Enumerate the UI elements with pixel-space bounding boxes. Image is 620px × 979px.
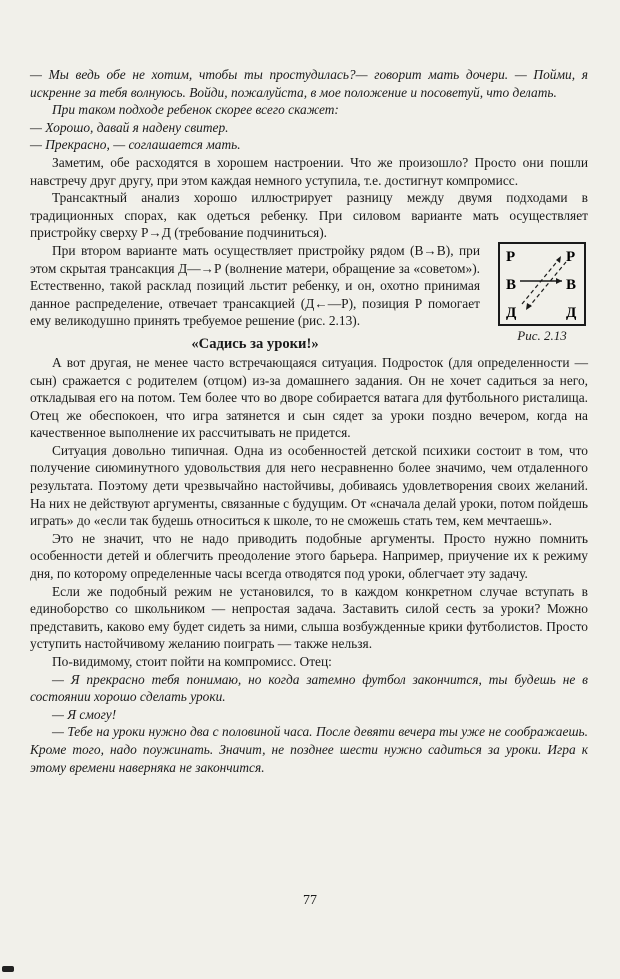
section-heading: «Садись за уроки!» <box>191 335 319 352</box>
paragraph-son-line: — Я смогу! <box>52 706 117 722</box>
paragraph-father-line-1: — Я прекрасно тебя понимаю, но когда затемно футбол закончится, ты будешь не в состоянии хорошо сделать уроки. <box>30 671 588 705</box>
label-bottom-right: Д <box>566 304 577 321</box>
label-mid-right: В <box>566 276 577 293</box>
paragraph-no-routine: Если же подобный режим не установился, то в каждом конкретном случае вступать в единоборство со школьником — непростая задача. Заставить силой сесть за уроки? Можно представить, каково ему будет сидеть за ними, слыша возбужденные крики футболистов. Просто уступить настойчивому желанию поиграть — также нельзя. <box>30 583 588 652</box>
figure-caption: Рис. 2.13 <box>517 327 567 343</box>
paragraph-transactional-analysis: Трансактный анализ хорошо иллюстрирует разницу между двумя подходами в традиционных спорах, как одеться ребенку. При силовом варианте мать осуществляет пристройку сверху Р→Д (требование подчиниться). <box>30 190 588 241</box>
label-top-left: Р <box>506 248 516 265</box>
paragraph-child-reply-intro: При таком подходе ребенок скорее всего скажет: <box>52 102 339 118</box>
figure-2-13 <box>492 242 592 344</box>
label-top-right: Р <box>566 248 576 265</box>
scan-artifact <box>2 966 14 972</box>
transaction-diagram <box>498 242 586 326</box>
paragraph-child-reply: — Хорошо, давай я надену свитер. <box>30 119 229 135</box>
paragraph-arguments: Это не значит, что не надо приводить подобные аргументы. Просто нужно помнить особенности детей и облегчить преодоление этого барьера. Например, приучение их к режиму дня, по которому определенные часы всегда отводятся под уроки, облегчает эту задачу. <box>30 530 588 582</box>
paragraph-situation: А вот другая, не менее часто встречающаяся ситуация. Подросток (для определенности — сын) сражается с родителем (отцом) из-за домашнего задания. Он не хочет садиться за него, откладывая его на потом. Тем более что во дворе собирается ватага для футбольного ристалища. Отец же обеспокоен, что игра затянется и сын сядет за уроки поздно вечером, когда на качественное выполнение их рассчитывать не придется. <box>30 354 588 441</box>
label-bottom-left: Д <box>506 304 517 321</box>
paragraph-compromise: Заметим, обе расходятся в хорошем настроении. Что же произошло? Просто они пошли навстречу друг другу, при этом каждая немного уступила, т.е. достигнут компромисс. <box>30 154 588 188</box>
paragraph-typical: Ситуация довольно типичная. Одна из особенностей детской психики состоит в том, что получение сиюминутного удовольствия для него несравненно более значимо, чем отдаленного результата. Поэтому дети чрезвычайно настойчивы, добиваясь удовлетворения своих желаний. На них не действуют аргументы, связанные с будущим. От «сначала делай уроки, потом пойдешь играть» до «если так будешь относиться к школе, то не сможешь стать тем, кем мечтаешь». <box>30 442 588 529</box>
paragraph-father-line-2: — Тебе на уроки нужно два с половиной часа. После девяти вечера ты уже не соображаешь. Кроме того, надо поужинать. Значит, не позднее шести нужно садиться за уроки. Игра к этому времени наверняка не закончится. <box>30 724 588 775</box>
arrow-p-to-d <box>528 262 566 308</box>
paragraph-mother-dialogue: — Мы ведь обе не хотим, чтобы ты простудилась?— говорит мать дочери. — Пойми, я искренне за тебя волнуюсь. Войди, пожалуйста, в мое положение и посоветуй, что делать. <box>30 67 588 100</box>
label-mid-left: В <box>506 276 517 293</box>
paragraph-compromise-father: По-видимому, стоит пойти на компромисс. Отец: <box>52 654 332 669</box>
paragraph-mother-agrees: — Прекрасно, — соглашается мать. <box>30 137 241 153</box>
transaction-arrows <box>500 244 584 324</box>
arrowhead-d-to-p <box>556 256 561 263</box>
paragraph-second-variant: При втором варианте мать осуществляет пристройку рядом (В→В), при этом скрытая трансакция Д—→Р (волнение матери, обращение за «советом»). Естественно, такой расклад позиций льстит ребенку, и он, охотно принимая данное распределение, отвечает трансакцией (Д←—Р), позиция Р помогает ему великодушно принять требуемое решение (рис. 2.13). <box>30 242 480 329</box>
arrowhead-v-to-v <box>556 278 562 284</box>
arrowhead-p-to-d <box>526 303 532 310</box>
page-number: 77 <box>303 893 317 908</box>
